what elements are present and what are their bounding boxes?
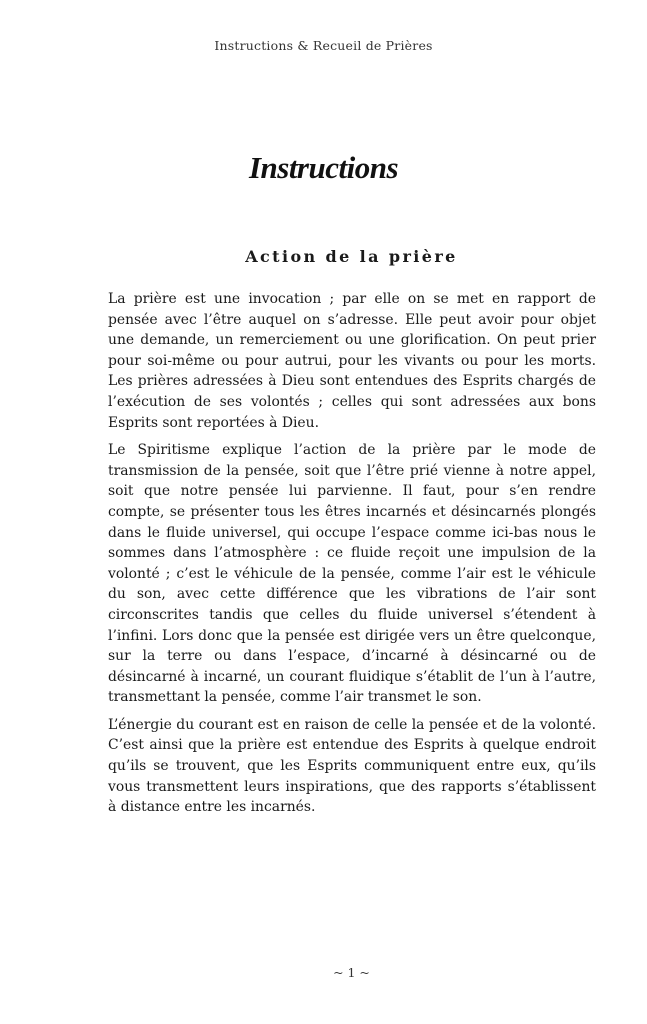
body-text <box>108 289 596 825</box>
chapter-title: Instructions <box>248 150 399 185</box>
page-number: ~ 1 ~ <box>333 965 370 980</box>
paragraph: L’énergie du courant est en raison de celle la pensée et de la volonté. C’est ainsi que la prière est entendue des Esprits à quelque endroit qu’ils se trouvent, que les Esprits communiquent entre eux, qu’ils vous transmettent leurs inspirations, que des rapports s’établissent à distance entre les incarnés. <box>108 716 596 816</box>
section-title: Action de la prière <box>245 247 458 266</box>
running-header: Instructions & Recueil de Prières <box>214 38 433 53</box>
paragraph: La prière est une invocation ; par elle on se met en rapport de pensée avec l’être auquel on s’adresse. Elle peut avoir pour objet une demande, un remerciement ou une glorification. On peut prier pour soi-même ou pour autrui, pour les vivants ou pour les morts. Les prières adressées à Dieu sont entendues des Esprits chargés de l’exécution de ses volontés ; celles qui sont adressées aux bons Esprits sont reportées à Dieu. <box>108 291 596 431</box>
paragraph: Le Spiritisme explique l’action de la prière par le mode de transmission de la pensée, soit que l’être prié vienne à notre appel, soit que notre pensée lui parvienne. Il faut, pour s’en rendre compte, se présenter tous les êtres incarnés et désincarnés plongés dans le fluide universel, qui occupe l’espace comme ici-bas nous le sommes dans l’atmosphère : ce fluide reçoit une impulsion de la volonté ; c’est le véhicule de la pensée, comme l’air est le véhicule du son, avec cette différence que les vibrations de l’air sont circonscrites tandis que celles du fluide universel s’étendent à l’infini. Lors donc que la pensée est dirigée vers un être quelconque, sur la terre ou dans l’espace, d’incarné à désincarné ou de désincarné à incarné, un courant fluidique s’établit de l’un à l’autre, transmettant la pensée, comme l’air transmet le son. <box>108 442 596 706</box>
